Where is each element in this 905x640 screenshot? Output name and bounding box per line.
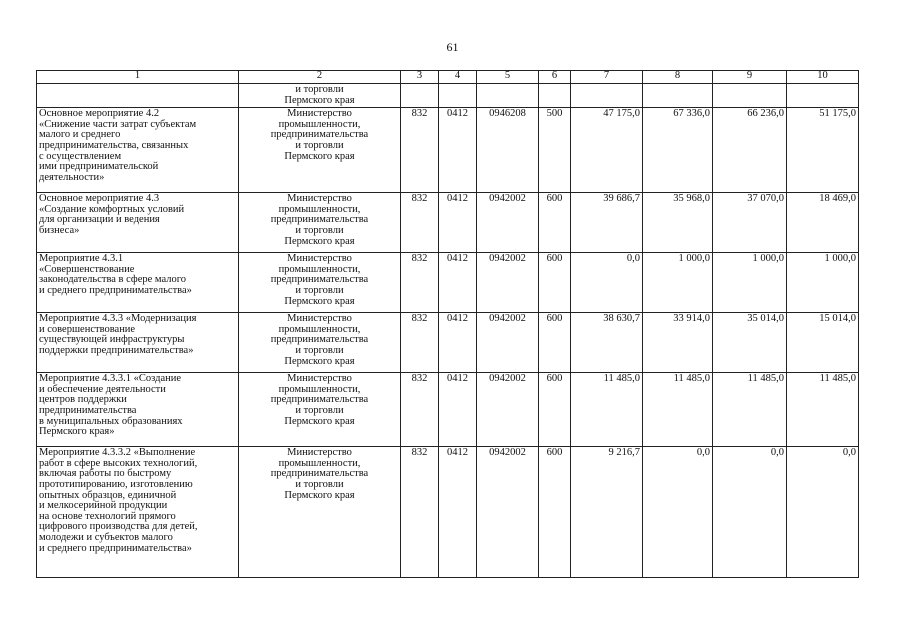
column-header: 9 [713,71,787,84]
amount-cell: 9 216,7 [571,447,643,578]
amount-cell: 51 175,0 [787,108,859,193]
amount-cell: 39 686,7 [571,193,643,253]
code-cell: 832 [401,447,439,578]
code-cell: 832 [401,313,439,373]
code-cell: 0942002 [477,253,539,313]
column-header: 6 [539,71,571,84]
header-row [37,71,859,84]
code-cell: 0412 [439,108,477,193]
amount-cell: 35 968,0 [643,193,713,253]
code-cell: 832 [401,108,439,193]
activity-name-cell: Основное мероприятие 4.2 «Снижение части затрат субъектам малого и среднего предпринимательства, связанных с осуществлением ими предпринимательской деятельности» [37,108,239,193]
amount-cell: 18 469,0 [787,193,859,253]
amount-cell: 0,0 [643,447,713,578]
code-cell: 832 [401,373,439,447]
code-cell: 600 [539,253,571,313]
amount-cell: 0,0 [571,253,643,313]
code-cell [539,84,571,108]
code-cell: 0942002 [477,313,539,373]
amount-cell [643,84,713,108]
activity-name-cell: Основное мероприятие 4.3 «Создание комфортных условий для организации и ведения бизнеса» [37,193,239,253]
table-row [37,84,859,108]
amount-cell: 11 485,0 [713,373,787,447]
amount-cell: 0,0 [713,447,787,578]
amount-cell: 37 070,0 [713,193,787,253]
code-cell: 0942002 [477,373,539,447]
amount-cell: 1 000,0 [643,253,713,313]
code-cell: 0412 [439,447,477,578]
amount-cell: 1 000,0 [787,253,859,313]
code-cell: 832 [401,193,439,253]
amount-cell: 1 000,0 [713,253,787,313]
code-cell [401,84,439,108]
table-row [37,193,859,253]
activity-name-cell: Мероприятие 4.3.3.1 «Создание и обеспечение деятельности центров поддержки предпринимательства в муниципальных образованиях Пермского края» [37,373,239,447]
amount-cell: 11 485,0 [571,373,643,447]
column-header: 4 [439,71,477,84]
amount-cell: 33 914,0 [643,313,713,373]
code-cell: 0946208 [477,108,539,193]
code-cell: 0942002 [477,193,539,253]
table-row [37,108,859,193]
code-cell: 600 [539,447,571,578]
code-cell: 500 [539,108,571,193]
code-cell: 600 [539,313,571,373]
activity-name-cell [37,84,239,108]
column-header: 7 [571,71,643,84]
column-header: 10 [787,71,859,84]
column-header: 2 [239,71,401,84]
responsible-org-cell: Министерство промышленности, предпринимательства и торговли Пермского края [239,253,401,313]
amount-cell: 47 175,0 [571,108,643,193]
table-row [37,373,859,447]
column-header: 5 [477,71,539,84]
code-cell [477,84,539,108]
amount-cell: 35 014,0 [713,313,787,373]
amount-cell [713,84,787,108]
amount-cell: 11 485,0 [787,373,859,447]
code-cell: 0942002 [477,447,539,578]
responsible-org-cell: Министерство промышленности, предпринимательства и торговли Пермского края [239,108,401,193]
amount-cell: 15 014,0 [787,313,859,373]
activity-name-cell: Мероприятие 4.3.1 «Совершенствование законодательства в сфере малого и среднего предпринимательства» [37,253,239,313]
column-header: 3 [401,71,439,84]
code-cell [439,84,477,108]
code-cell: 0412 [439,253,477,313]
amount-cell [571,84,643,108]
table-row [37,313,859,373]
column-header: 1 [37,71,239,84]
amount-cell: 67 336,0 [643,108,713,193]
activity-name-cell: Мероприятие 4.3.3.2 «Выполнение работ в сфере высоких технологий, включая работы по быстрому прототипированию, изготовлению опытных образцов, единичной и мелкосерийной продукции на основе технологий прямого цифрового производства для детей, молодежи и субъектов малого и среднего предпринимательства» [37,447,239,578]
code-cell: 0412 [439,373,477,447]
budget-table [36,70,859,578]
code-cell: 0412 [439,193,477,253]
amount-cell: 38 630,7 [571,313,643,373]
table-row [37,447,859,578]
amount-cell [787,84,859,108]
amount-cell: 11 485,0 [643,373,713,447]
responsible-org-cell: Министерство промышленности, предпринимательства и торговли Пермского края [239,447,401,578]
responsible-org-cell: Министерство промышленности, предпринимательства и торговли Пермского края [239,193,401,253]
code-cell: 832 [401,253,439,313]
responsible-org-cell: и торговли Пермского края [239,84,401,108]
amount-cell: 66 236,0 [713,108,787,193]
code-cell: 600 [539,193,571,253]
responsible-org-cell: Министерство промышленности, предпринимательства и торговли Пермского края [239,373,401,447]
code-cell: 0412 [439,313,477,373]
table-row [37,253,859,313]
responsible-org-cell: Министерство промышленности, предпринимательства и торговли Пермского края [239,313,401,373]
activity-name-cell: Мероприятие 4.3.3 «Модернизация и совершенствование существующей инфраструктуры поддержки предпринимательства» [37,313,239,373]
amount-cell: 0,0 [787,447,859,578]
column-header: 8 [643,71,713,84]
page-number: 61 [446,40,459,54]
code-cell: 600 [539,373,571,447]
